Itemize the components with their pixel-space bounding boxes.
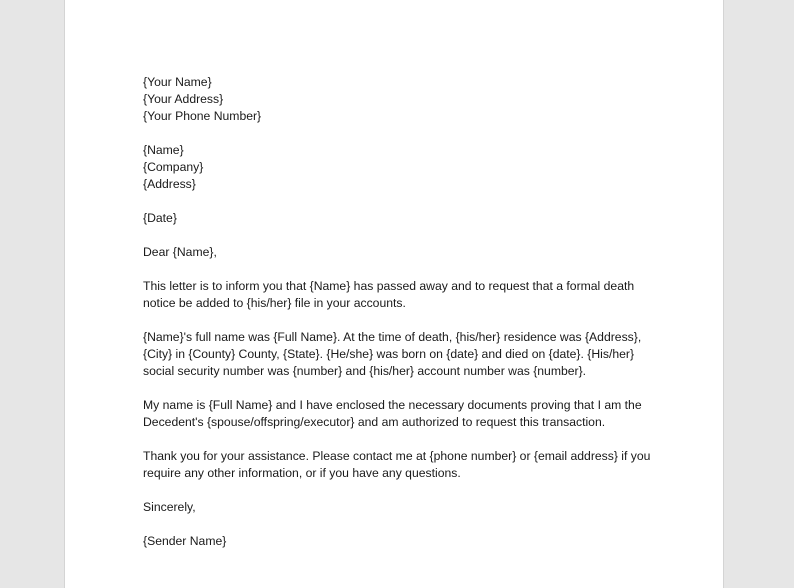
sender-phone: {Your Phone Number}	[143, 109, 262, 123]
letter-date	[143, 210, 663, 227]
closing	[143, 499, 663, 516]
salutation-text: Dear {Name},	[143, 245, 217, 259]
salutation	[143, 244, 663, 261]
paragraph-line: require any other information, or if you have any questions.	[143, 466, 461, 480]
paragraph-line: social security number was {number} and {his/her} account number was {number}.	[143, 364, 587, 378]
closing-text: Sincerely,	[143, 500, 196, 514]
paragraph-notice	[143, 278, 663, 312]
sender-address: {Your Address}	[143, 92, 224, 106]
paragraph-sender-identity	[143, 397, 663, 431]
sender-address-block	[143, 74, 663, 125]
date-text: {Date}	[143, 211, 177, 225]
signature	[143, 533, 663, 550]
paragraph-line: This letter is to inform you that {Name} has passed away and to request that a formal death	[143, 279, 635, 293]
letter-body	[143, 74, 663, 567]
signature-text: {Sender Name}	[143, 534, 227, 548]
paragraph-thanks	[143, 448, 663, 482]
paragraph-line: Thank you for your assistance. Please contact me at {phone number} or {email address} if you	[143, 449, 651, 463]
paragraph-line: {City} in {County} County, {State}. {He/she} was born on {date} and died on {date}. {His/her}	[143, 347, 635, 361]
paragraph-line: {Name}'s full name was {Full Name}. At the time of death, {his/her} residence was {Address},	[143, 330, 642, 344]
paragraph-line: notice be added to {his/her} file in your accounts.	[143, 296, 406, 310]
recipient-address: {Address}	[143, 177, 196, 191]
recipient-address-block	[143, 142, 663, 193]
recipient-company: {Company}	[143, 160, 204, 174]
recipient-name: {Name}	[143, 143, 184, 157]
document-page	[64, 0, 724, 588]
paragraph-line: Decedent's {spouse/offspring/executor} and am authorized to request this transaction.	[143, 415, 606, 429]
sender-name: {Your Name}	[143, 75, 212, 89]
paragraph-line: My name is {Full Name} and I have enclosed the necessary documents proving that I am the	[143, 398, 642, 412]
paragraph-decedent-details	[143, 329, 663, 380]
